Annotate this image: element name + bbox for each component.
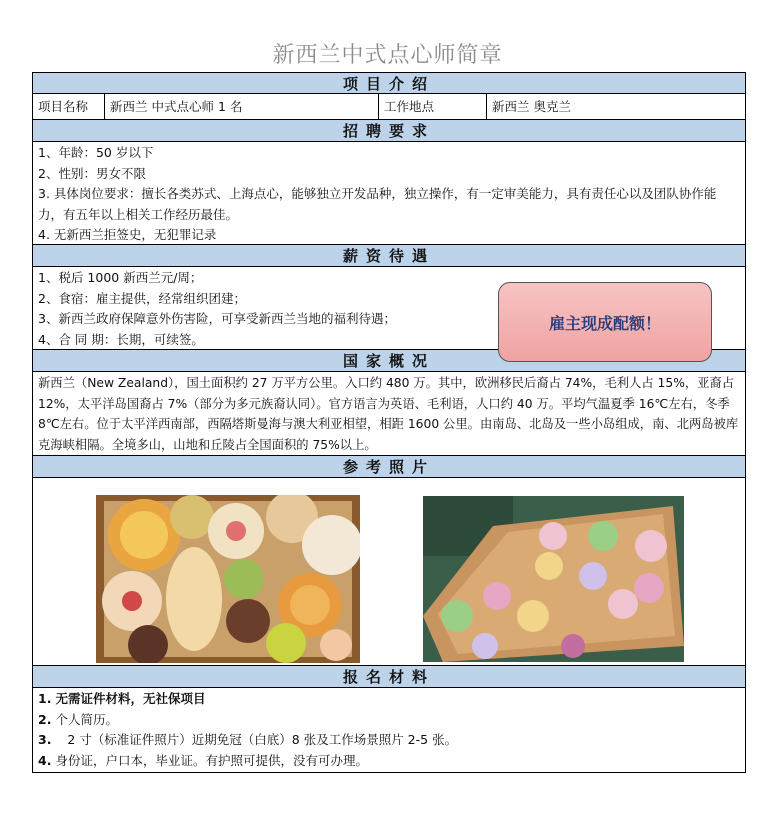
location-value: 新西兰 奥克兰	[492, 99, 571, 114]
requirement-item: 3. 具体岗位要求：擅长各类苏式、上海点心，能够独立开发品种，独立操作，有一定审美能力，具有责任心以及团队协作能力，有五年以上相关工作经历最佳。	[38, 186, 717, 222]
salary-item: 4、合 同 期：长期，可续签。	[38, 331, 204, 347]
country-text: 新西兰（New Zealand），国土面积约 27 万平方公里。入口约 480 万。其中，欧洲移民后裔占 74%，毛利人占 15%，亚裔占 12%，太平洋岛国裔占 7%（部分为多元族裔认同）。官方语言为英语、毛利语，人口约 40 万。平均气温夏季 16℃左右，冬季 8℃左右。位于太平洋西南部，西隔塔斯曼海与澳大利亚相望，相距 1600 公里。由南岛、北岛及一些小岛组成，南、北两岛被库克海峡相隔。全境多山，山地和丘陵占全国面积的 75%以上。	[38, 376, 739, 452]
project-name-label: 项目名称	[33, 94, 105, 119]
material-item: 4. 身份证，户口本，毕业证。有护照可提供，没有可办理。	[38, 752, 368, 768]
section-header-salary: 薪资待遇	[32, 245, 746, 267]
requirement-item: 2、性别：男女不限	[38, 165, 146, 181]
material-item: 3. 2 寸（标准证件照片）近期免冠（白底）8 张及工作场景照片 2-5 张。	[38, 732, 458, 747]
location-label: 工作地点	[379, 94, 487, 119]
material-item: 1. 无需证件材料，无社保项目	[38, 691, 206, 706]
requirement-item: 4. 无新西兰拒签史，无犯罪记录	[38, 227, 217, 242]
country-overview	[32, 372, 746, 456]
salary-item: 3、新西兰政府保障意外伤害险，可享受新西兰当地的福利待遇；	[38, 311, 396, 326]
section-header-project: 项目介绍	[32, 72, 746, 94]
project-info-row	[32, 94, 746, 120]
materials-list	[32, 688, 746, 773]
page-title: 新西兰中式点心师简章	[272, 43, 503, 68]
section-header-materials: 报名材料	[32, 666, 746, 688]
salary-item: 2、食宿：雇主提供，经常组织团建；	[38, 290, 246, 306]
quota-callout: 雇主现成配额！	[498, 282, 712, 362]
project-name-value: 新西兰 中式点心师 1 名	[105, 94, 379, 119]
section-header-requirements: 招聘要求	[32, 120, 746, 142]
section-header-photos: 参考照片	[32, 456, 746, 478]
mooncake-box-photo	[423, 496, 684, 662]
pastry-basket-photo	[96, 495, 360, 663]
brochure-table	[32, 72, 746, 773]
section-header-country: 国家概况	[32, 350, 746, 372]
salary-item: 1、税后 1000 新西兰元/周；	[38, 270, 203, 285]
requirement-item: 1、年龄：50 岁以下	[38, 145, 154, 160]
material-item: 2. 个人简历。	[38, 711, 118, 727]
requirements-list	[32, 142, 746, 245]
